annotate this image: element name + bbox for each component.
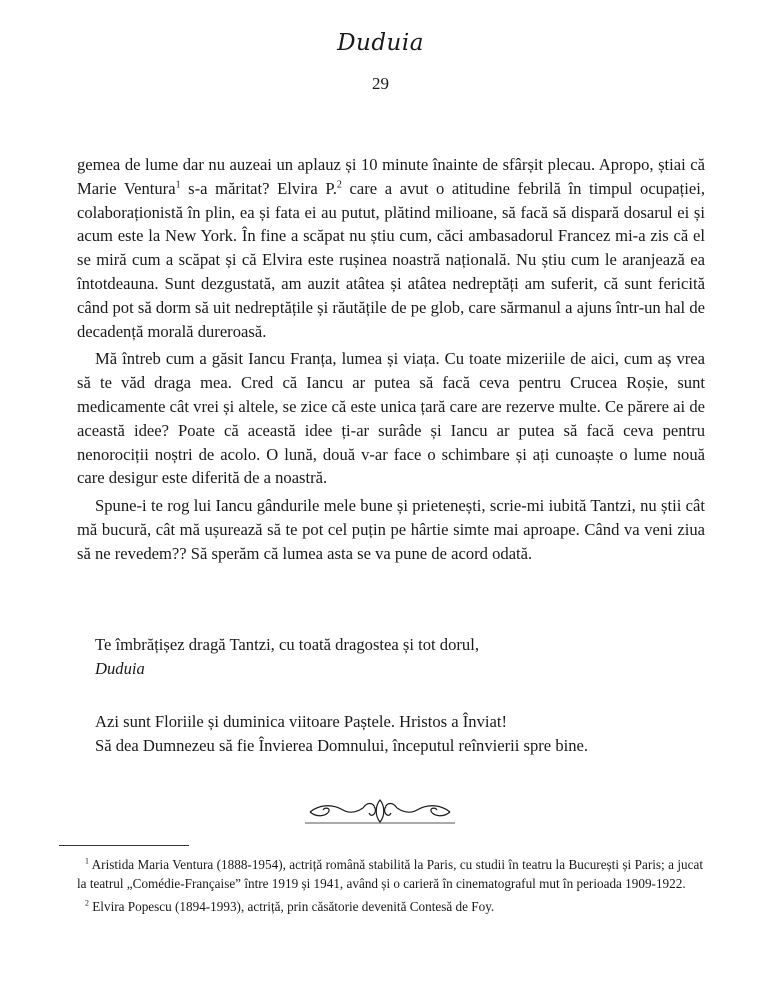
footnote-1-text: Aristida Maria Ventura (1888-1954), actriță română stabilită la Paris, cu studii în teatru la București și Paris; a jucat la teatrul „Comédie-Française” între 1919 și 1941, având și o carieră în cinematograful mut în perioada 1909-1922. <box>77 857 703 891</box>
letter-body <box>77 153 705 566</box>
paragraph-3: Spune-i te rog lui Iancu gândurile mele bune și prietenești, scrie-mi iubită Tantzi, nu știi cât mă bucură, cât mă ușurează să te pot cel puțin pe hârtie simte mai aproape. Când va veni ziua să ne revedem?? Să sperăm că lumea asta se va pune de acord odată. <box>77 496 705 563</box>
footnote-2 <box>77 898 703 917</box>
paragraph-1-part-a: gemea de lume dar nu auzeai un aplauz și 10 minute înainte de sfârșit plecau. Apropo, știai că Marie Ventura <box>77 155 705 198</box>
paragraph-1-part-b: s-a măritat? Elvira P. <box>180 178 337 198</box>
footnotes <box>77 856 703 922</box>
footnote-2-text: Elvira Popescu (1894-1993), actriță, prin căsătorie devenită Contesă de Foy. <box>92 899 495 914</box>
footnote-2-mark: 2 <box>85 898 89 908</box>
footnote-1 <box>77 856 703 893</box>
page-number: 29 <box>372 74 389 93</box>
postscript <box>95 710 588 758</box>
footnote-1-mark: 1 <box>85 856 89 866</box>
paragraph-1 <box>77 153 705 343</box>
footnote-ref-1: 1 <box>175 179 181 191</box>
footnote-separator <box>59 845 189 846</box>
running-head-title: Duduia <box>337 30 424 56</box>
footnote-ref-2: 2 <box>336 179 342 191</box>
postscript-line-1: Azi sunt Floriile și duminica viitoare Paștele. Hristos a Înviat! <box>95 712 507 731</box>
paragraph-2: Mă întreb cum a găsit Iancu Franța, lumea și viața. Cu toate mizeriile de aici, cum aș vrea să te văd draga mea. Cred că Iancu ar putea să facă ceva pentru Crucea Roșie, sunt medicamente cât vrei și altele, se zice că este unica țară care are rezerve multe. Ce părere ai de această idee? Poate că această idee ți-ar surâde și Iancu ar putea să facă ceva pentru nenorociții noștri de acolo. O lună, două v-ar face o schimbare și ați cunoaște o lume nouă care desigur este diferită de a noastră. <box>77 349 705 488</box>
ornament-divider-icon <box>305 796 455 826</box>
paragraph-1-part-c: care a avut o atitudine febrilă în timpul ocupației, colaboraționistă în plin, ea și fata ei au putut, plătind milioane, să facă să dispară dosarul ei și acum este la New York. În fine a scăpat nu știu cum, căci ambasadorul Francez mi-a zis că el se miră cum a scăpat și că Elvira este rușinea noastră națională. Nu știu cum le aranjează ea întotdeauna. Sunt dezgustată, am auzit atâtea și atâtea nedreptăți am suferit, că sunt fericită când pot să dorm să uit nedreptățile și răutățile de pe glob, care sărmanul a ajuns într-un hal de decadență morală dureroasă. <box>77 178 705 341</box>
postscript-line-2: Să dea Dumnezeu să fie Învierea Domnului, începutul reînvierii spre bine. <box>95 736 589 755</box>
signature: Duduia <box>95 659 145 678</box>
letter-closing <box>95 633 479 681</box>
closing-line: Te îmbrățișez dragă Tantzi, cu toată dragostea și tot dorul, <box>95 635 479 654</box>
